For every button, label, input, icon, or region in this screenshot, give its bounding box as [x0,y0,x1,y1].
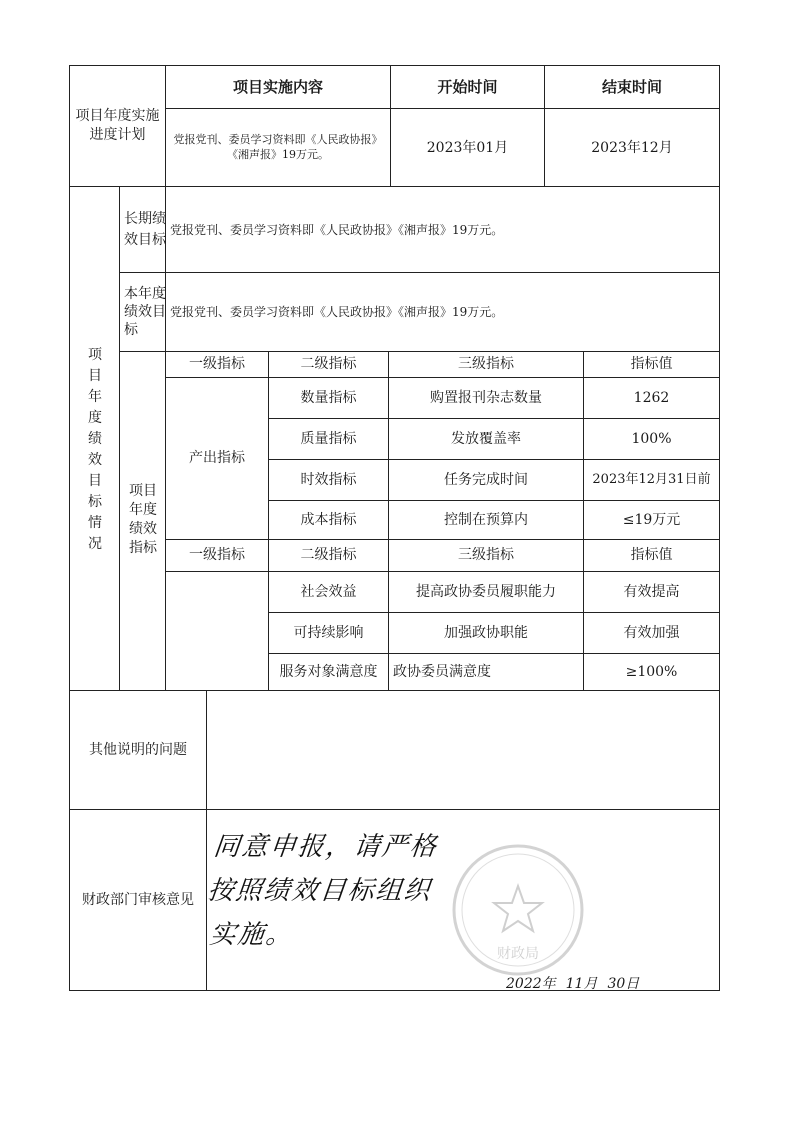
output-row-value: 100% [631,430,672,447]
perf-label: 项目年度绩效目标情况 [88,347,102,552]
output-row-l2: 质量指标 [300,430,357,447]
opinion-line: 同意申报，请严格 [212,832,440,862]
output-row-value: 1262 [633,389,670,406]
opinion-line: 实施。 [208,920,296,950]
effect-l1 [166,572,268,690]
long-term-label: 长期绩效目标 [124,211,166,248]
plan-row-end: 2023年12月 [591,139,673,156]
ind-header2-value: 指标值 [630,547,673,564]
output-row-l3: 任务完成时间 [444,471,528,488]
ind-header2-l1: 一级指标 [189,547,245,564]
output-l1: 产出指标 [189,450,245,467]
long-term-text: 党报党刊、委员学习资料即《人民政协报》《湘声报》19万元。 [170,222,504,237]
output-row-value: ≤19万元 [622,511,681,528]
date-day: 30日 [607,976,640,992]
plan-header-start: 开始时间 [437,77,498,96]
effect-row-value: ≥100% [625,663,678,680]
approval-date [506,973,639,993]
output-row-value: 2023年12月31日前 [592,472,711,488]
ind-header-l1: 一级指标 [189,356,245,373]
effect-row-l3: 政协委员满意度 [393,663,491,680]
ind-header2-l3: 三级指标 [458,547,514,564]
annual-label: 本年度绩效目标 [124,286,166,338]
seal-text: 财政局 [497,946,539,962]
plan-header-content: 项目实施内容 [232,77,323,96]
other-text [208,692,722,809]
output-row-l3: 发放覆盖率 [451,430,521,447]
effect-row-l2: 可持续影响 [293,624,364,641]
effect-row-l3: 提高政协委员履职能力 [416,583,556,600]
finance-label: 财政部门审核意见 [82,892,194,909]
date-month: 11月 [565,976,598,992]
official-seal [448,840,588,980]
output-row-l2: 数量指标 [300,389,357,406]
plan-row-content: 党报党刊、委员学习资料即《人民政协报》《湘声报》19万元。 [173,133,383,161]
effect-row-value: 有效加强 [623,624,680,641]
annual-text: 党报党刊、委员学习资料即《人民政协报》《湘声报》19万元。 [170,304,504,319]
ind-header-value: 指标值 [630,356,673,373]
output-row-l2: 成本指标 [300,511,357,528]
plan-row-start: 2023年01月 [426,139,509,156]
effect-row-l2: 社会效益 [300,583,357,600]
ind-header2-l2: 二级指标 [300,547,357,564]
other-label: 其他说明的问题 [89,742,187,759]
date-year: 2022年 [506,976,556,992]
opinion-line: 按照绩效目标组织 [206,876,434,906]
output-row-l3: 购置报刊杂志数量 [430,389,542,406]
indicators-label: 项目年度绩效指标 [129,483,157,556]
ind-header-l2: 二级指标 [300,356,357,373]
ind-header-l3: 三级指标 [458,356,514,373]
plan-label: 项目年度实施进度计划 [75,108,160,143]
plan-header-end: 结束时间 [601,77,662,96]
effect-row-l2: 服务对象满意度 [279,663,378,680]
output-row-l2: 时效指标 [300,471,357,488]
effect-row-value: 有效提高 [623,583,680,600]
effect-row-l3: 加强政协职能 [444,624,528,641]
output-row-l3: 控制在预算内 [444,511,528,528]
